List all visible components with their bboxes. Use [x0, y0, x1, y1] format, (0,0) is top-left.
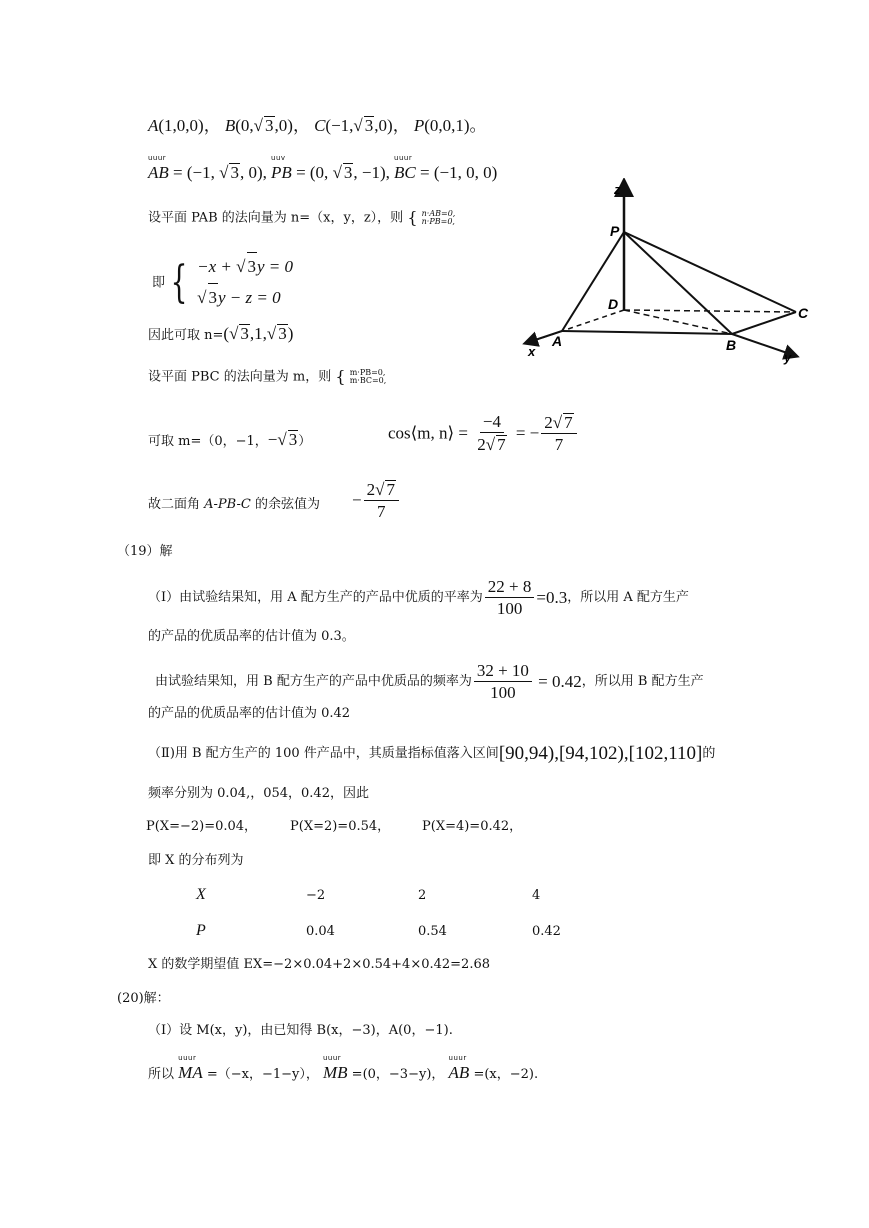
- vector-MB: MB: [323, 1063, 348, 1082]
- section-20-heading: (20)解：: [117, 991, 170, 1006]
- n-choice-line: 因此可取 n=(√ 3,1,√ 3): [148, 324, 294, 343]
- vector-MA: MA: [178, 1063, 203, 1082]
- label-D: D: [608, 296, 619, 312]
- para-19-8: 即 X 的分布列为: [148, 853, 244, 868]
- vectors-line: uuur AB = (−1, √ 3, 0), uuv PB = (0, √ 3, −1), uuur BC = (−1, 0, 0): [148, 154, 498, 182]
- label-B-fig: B: [726, 337, 737, 353]
- vector-PB: PB: [271, 163, 292, 182]
- edge-AB: [562, 331, 732, 334]
- para-19-5: （Ⅱ)用 B 配方生产的 100 件产品中，其质量指标值落入区间[90,94),[94,102),[102,110]的: [148, 743, 716, 764]
- edge-PB: [624, 232, 732, 334]
- edge-DC: [624, 310, 796, 312]
- pyramid-figure: [520, 178, 830, 368]
- para-19-3: 由试验结果知，用 B 配方生产的产品中优质品的频率为 $\frac{32 + 10}{100}$ = 0.42，所以用 B 配方生产: [155, 661, 704, 702]
- expectation-line: X 的数学期望值 EX=−2×0.04+2×0.54+4×0.42=2.68: [148, 957, 490, 972]
- table-row-P-label: P: [196, 922, 206, 939]
- label-y: y: [784, 350, 792, 365]
- vector-AB: AB: [148, 163, 169, 182]
- para-19-6: 频率分别为 0.04,，054，0.42，因此: [148, 786, 369, 801]
- normal-PAB-line: 设平面 PAB 的法向量为 n=（x，y，z），则 { n·AB=0, n·PB=0,: [148, 208, 456, 227]
- cos-formula: cos⟨m, n⟩ = $\frac{-4}{2√ 7}$ = − $\frac{2√ 7}{7}$: [388, 413, 579, 453]
- section-19-heading: （19）解: [117, 544, 173, 559]
- label-A: A: [148, 116, 159, 135]
- label-C: C: [798, 305, 809, 321]
- label-z: z: [614, 182, 621, 197]
- edge-DB: [624, 310, 732, 334]
- vector-BC: BC: [394, 163, 416, 182]
- label-P: P: [610, 223, 620, 239]
- normal-PBC-line: 设平面 PBC 的法向量为 m，则 { m·PB=0, m·BC=0,: [148, 367, 387, 386]
- edge-PC: [624, 232, 796, 312]
- equation-system: 即 { −x + √ 3y = 0 √ 3y − z = 0: [152, 252, 293, 314]
- dihedral-answer: 故二面角 A-PB-C 的余弦值为: [148, 497, 320, 512]
- table-row-X-label: X: [196, 886, 206, 903]
- label-A-fig: A: [552, 333, 563, 349]
- edge-PA: [562, 232, 624, 331]
- para-20-2: 所以 uuur MA =（−x，−1−y）， uuur MB =(0，−3−y)， uuur AB =(x，−2).: [148, 1054, 539, 1082]
- para-19-2: 的产品的优质品率的估计值为 0.3。: [148, 629, 355, 644]
- distribution-table: X −2 2 4 P 0.04 0.54 0.42: [196, 886, 561, 939]
- label-x: x: [528, 344, 536, 359]
- para-19-4: 的产品的优质品率的估计值为 0.42: [148, 706, 351, 721]
- para-20-1: （Ⅰ）设 M(x，y)，由已知得 B(x，−3)，A(0，−1).: [148, 1023, 453, 1038]
- coords-line: A(1,0,0)， B(0,√ 3,0)， C(−1,√ 3,0)， P(0,0,1)。: [148, 116, 487, 135]
- m-choice-line: 可取 m=（0，−1，−√ 3）: [148, 430, 312, 449]
- edge-BC: [732, 312, 796, 334]
- vector-AB-2: AB: [448, 1063, 470, 1082]
- para-19-1: （Ⅰ）由试验结果知，用 A 配方生产的产品中优质的平率为 $\frac{22 + 8}{100}$ =0.3，所以用 A 配方生产: [148, 577, 689, 618]
